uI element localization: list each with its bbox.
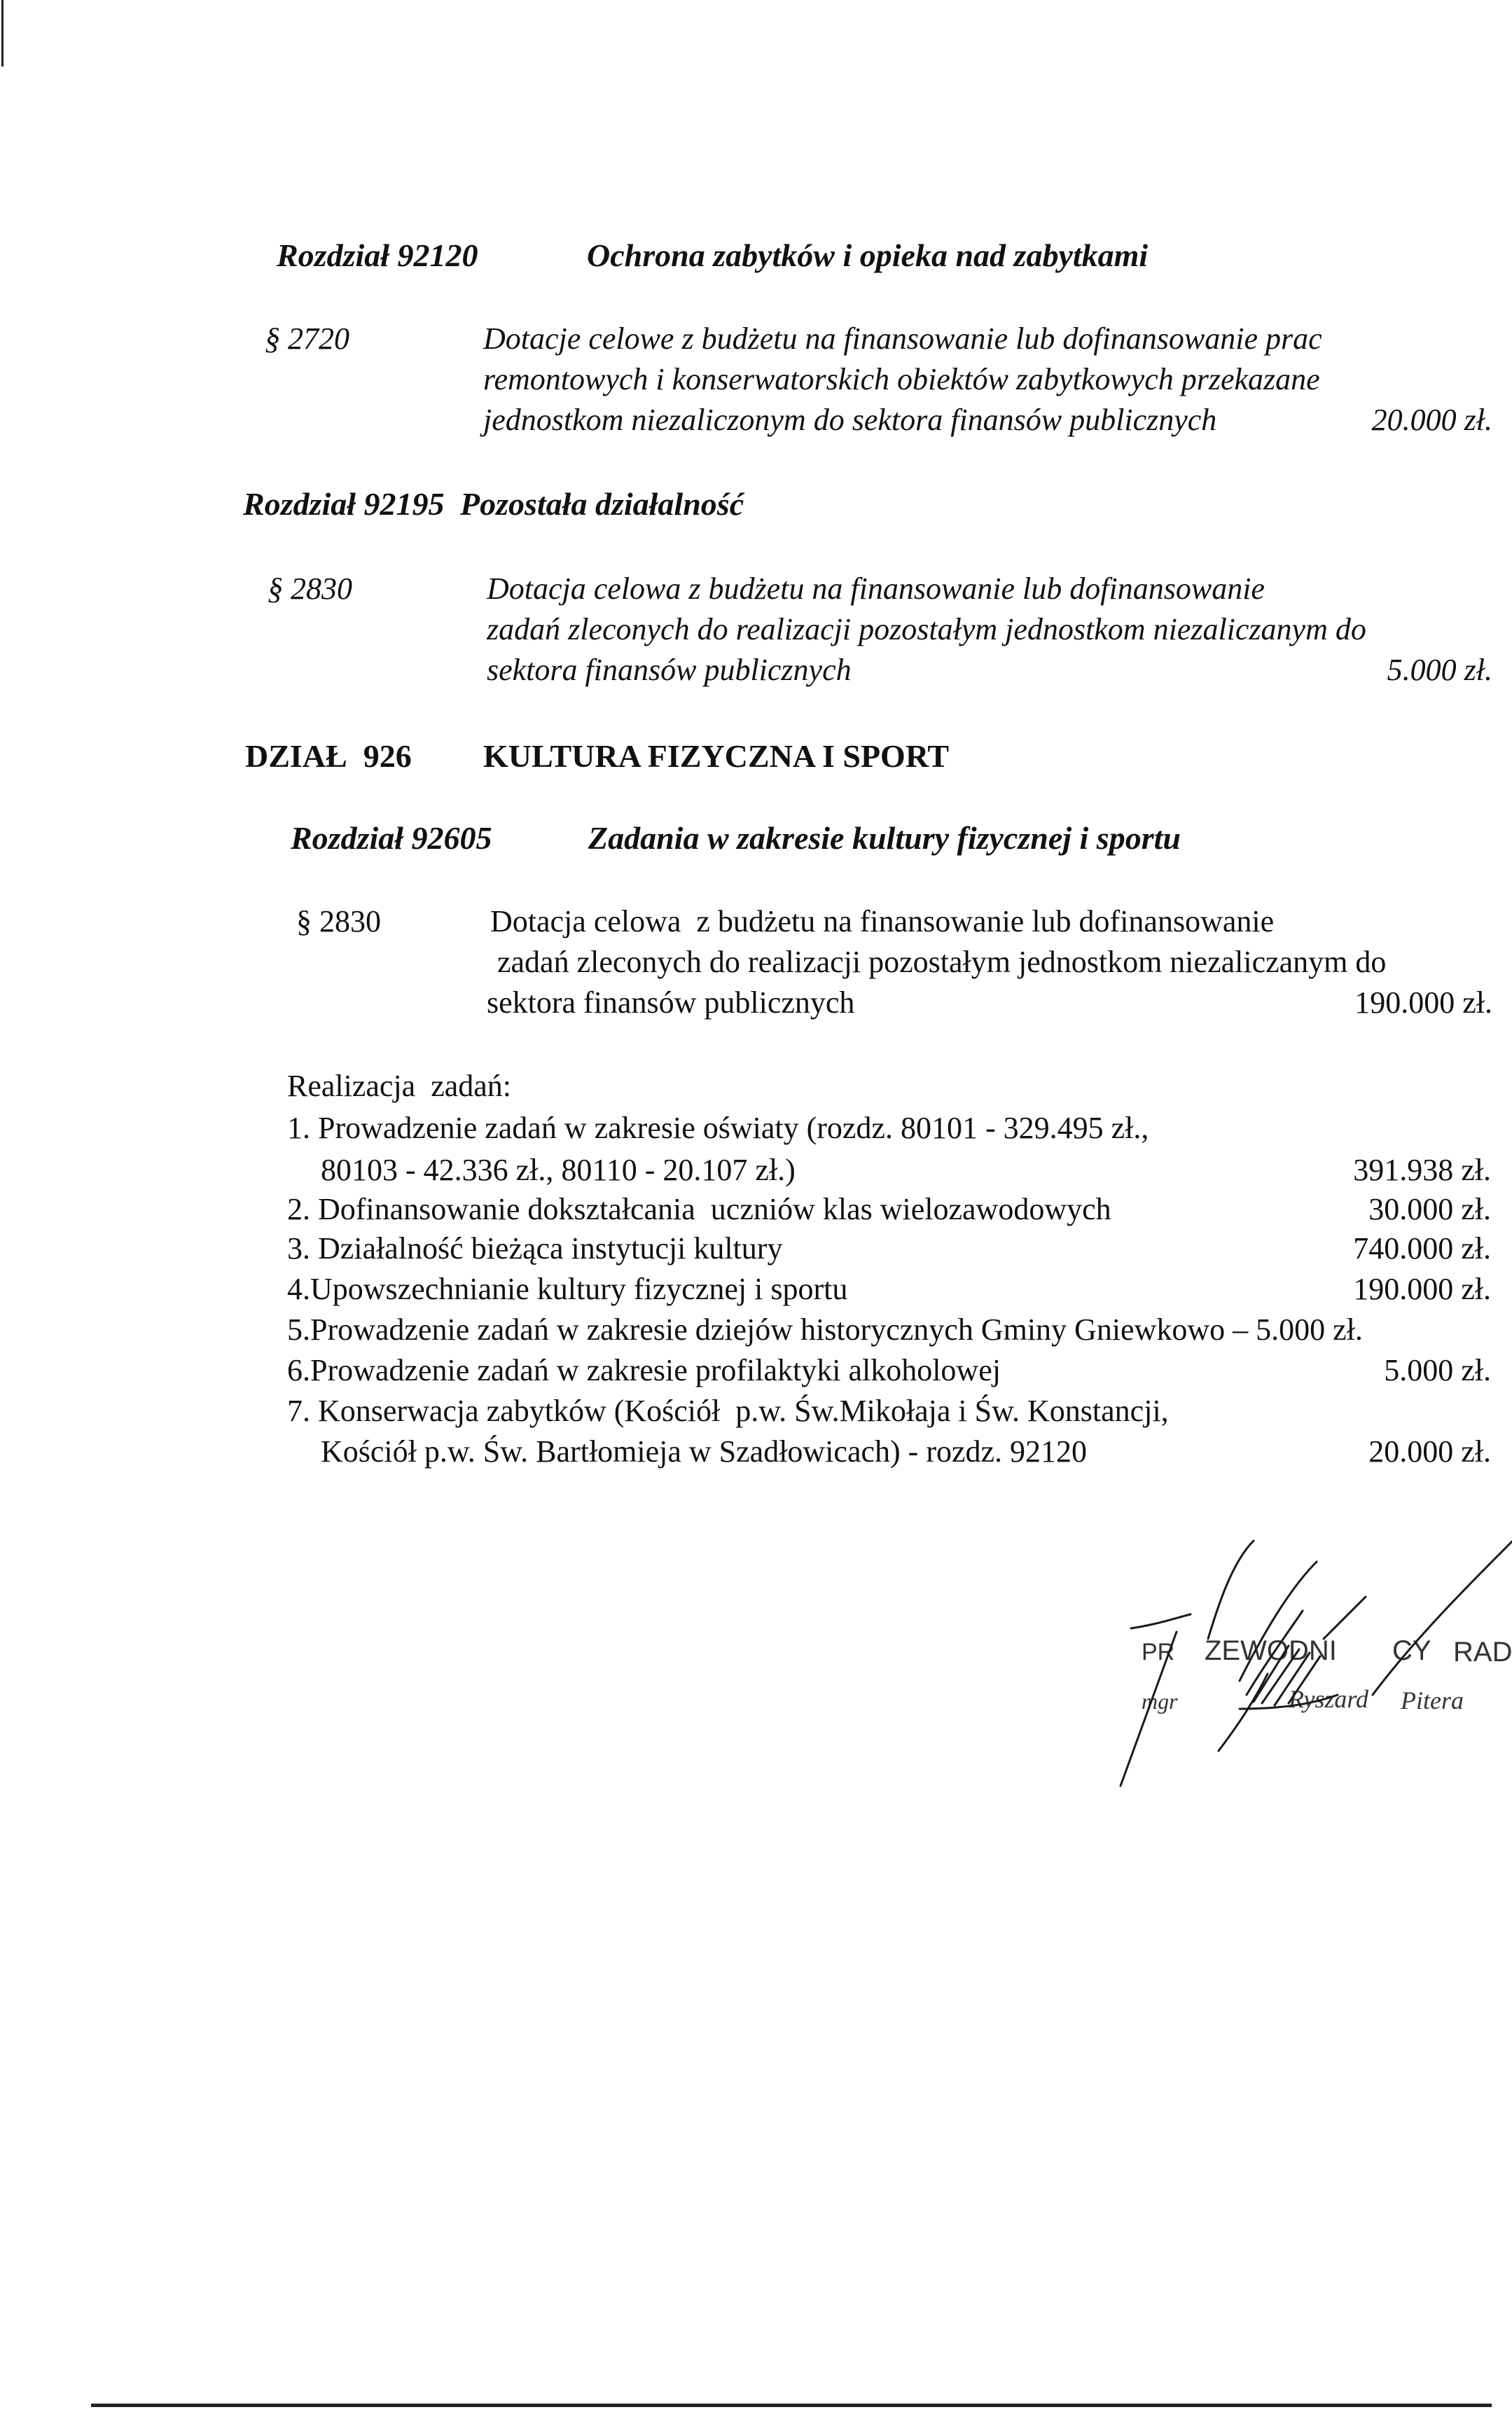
section-title: Zadania w zakresie kultury fizycznej i sportu [588,820,1181,856]
task-line: 1. Prowadzenie zadań w zakresie oświaty (rozdz. 80101 - 329.495 zł., [287,1111,1149,1145]
paragraph-line: Dotacje celowe z budżetu na finansowanie lub dofinansowanie prac [483,321,1322,356]
tasks-heading: Realizacja zadań: [287,1069,512,1103]
dzial-title: KULTURA FIZYCZNA I SPORT [483,738,950,774]
paragraph-amount: 20.000 zł. [1371,403,1492,437]
stamp-text-7: Pitera [1401,1686,1464,1714]
task-amount: 30.000 zł. [1368,1192,1491,1226]
section-label: Rozdział 92195 [243,486,445,522]
paragraph-line: sektora finansów publicznych [487,985,855,1020]
task-line: Kościół p.w. Św. Bartłomieja w Szadłowicach) - rozdz. 92120 [321,1434,1088,1469]
paragraph-amount: 5.000 zł. [1387,653,1492,687]
paragraph-code: § 2830 [296,904,381,938]
section-title: Ochrona zabytków i opieka nad zabytkami [587,237,1149,273]
paragraph-line: remontowych i konserwatorskich obiektów zabytkowych przekazane [483,362,1320,396]
stamp-text-3: CY [1392,1635,1431,1666]
task-line: 80103 - 42.336 zł., 80110 - 20.107 zł.) [321,1153,796,1187]
task-line: 6.Prowadzenie zadań w zakresie profilaktyki alkoholowej [287,1353,1001,1387]
stamp [1142,1635,1512,1714]
paragraph-code: § 2830 [268,571,352,606]
paragraph-line: zadań zleconych do realizacji pozostałym jednostkom niezaliczanym do [487,612,1366,646]
task-line: 2. Dofinansowanie dokształcania uczniów klas wielozawodowych [287,1192,1111,1226]
paragraph-line: Dotacja celowa z budżetu na finansowanie lub dofinansowanie [487,571,1265,606]
paragraph-line: jednostkom niezaliczonym do sektora finansów publicznych [483,403,1217,437]
task-line: 5.Prowadzenie zadań w zakresie dziejów historycznych Gminy Gniewkowo – 5.000 zł. [287,1312,1363,1347]
scan-edge-mark [1,0,4,67]
signature-stamp [1078,1499,1512,1814]
paragraph-code: § 2720 [265,321,349,356]
stamp-text-4: RAD [1453,1637,1512,1668]
task-amount: 740.000 zł. [1353,1231,1491,1266]
task-line: 3. Działalność bieżąca instytucji kultury [287,1231,783,1266]
paragraph-line: Dotacja celowa z budżetu na finansowanie lub dofinansowanie [490,904,1275,938]
paragraph-line: zadań zleconych do realizacji pozostałym jednostkom niezaliczanym do [497,945,1387,979]
section-label: Rozdział 92120 [277,237,478,273]
task-amount: 5.000 zł. [1384,1353,1491,1387]
section-label: Rozdział 92605 [291,820,492,856]
stamp-text-1: PR [1142,1639,1175,1665]
stamp-text-5: mgr [1142,1689,1178,1714]
stamp-text-6: Ryszard [1289,1685,1369,1713]
task-line: 7. Konserwacja zabytków (Kościół p.w. Św.Mikołaja i Św. Konstancji, [287,1394,1169,1428]
task-amount: 190.000 zł. [1353,1272,1491,1306]
bottom-rule [91,2404,1492,2407]
paragraph-amount: 190.000 zł. [1354,985,1492,1020]
task-line: 4.Upowszechnianie kultury fizycznej i sportu [287,1272,848,1306]
stamp-text-2: ZEWODNI [1205,1635,1337,1666]
task-amount: 391.938 zł. [1353,1153,1491,1187]
task-amount: 20.000 zł. [1368,1434,1491,1469]
section-title: Pozostała działalność [460,486,744,522]
paragraph-line: sektora finansów publicznych [487,653,852,687]
dzial-label: DZIAŁ 926 [245,738,412,774]
